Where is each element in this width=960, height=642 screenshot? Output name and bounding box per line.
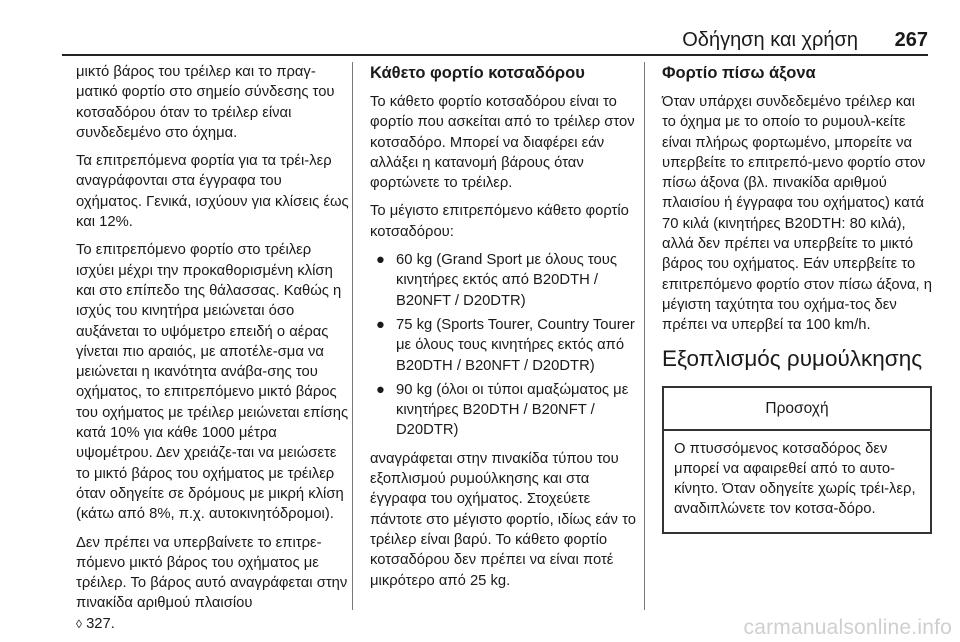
list-item-text: 75 kg (Sports Tourer, Country Tourer με όλους τους κινητήρες εκτός από B20DTH / B20NFT / D20DTR): [396, 316, 635, 374]
paragraph: Όταν υπάρχει συνδεδεμένο τρέιλερ και το όχημα με το οποίο το ρυμουλ‐κείτε είναι πλήρως φορτωμένο, μπορείτε να υπερβείτε το επιτρεπό‐μενο φορτίο στον πίσω άξονα (βλ. πινακίδα αριθμού πλαισίου ή έγγραφα του οχήματος) κατά 70 κιλά (κινητήρες B20DTH: 80 κιλά), αλλά δεν πρέπει να υπερβείτε το μικτό βάρος του οχήματος. Εάν υπερβείτε το επιτρεπόμενο φορτίο στον πίσω άξονα, η μέγιστη ταχύτητα του οχήμα‐τος δεν πρέπει να υπερβεί τα 100 km/h.: [662, 94, 932, 334]
page-header: [62, 0, 928, 56]
paragraph: μικτό βάρος του τρέιλερ και το πραγ‐ματικό φορτίο στο σημείο σύνδεσης του κοτσαδόρου όταν το τρέιλερ είναι συνδεδεμένο στο όχημα.: [76, 64, 335, 141]
list-item-text: 60 kg (Grand Sport με όλους τους κινητήρες εκτός από B20DTH / B20NFT / D20DTR): [396, 252, 617, 309]
caution-box: [662, 386, 932, 534]
page-reference-link[interactable]: 327.: [86, 615, 115, 632]
paragraph-text: Δεν πρέπει να υπερβαίνετε το επιτρε‐πόμενο μικτό βάρος του οχήματος με τρέιλερ. Το βάρος αυτό αναγράφεται στην πινακίδα αριθμού πλαισίου: [76, 534, 348, 612]
section-heading: Φορτίο πίσω άξονα: [662, 64, 816, 82]
chapter-heading: Εξοπλισμός ρυμούλκησης: [662, 345, 923, 371]
reference-arrow-icon: ◊: [76, 616, 82, 631]
caution-title: Προσοχή: [664, 388, 930, 431]
header-title: Οδήγηση και χρήση: [682, 29, 858, 51]
bullet-icon: ●: [376, 252, 385, 269]
list-item: [370, 315, 642, 376]
column-3: [662, 62, 932, 534]
page-number: 267: [894, 29, 928, 51]
paragraph: Τα επιτρεπόμενα φορτία για τα τρέι‐λερ αναγράφονται στα έγγραφα του οχήματος. Γενικά, ισχύουν για κλίσεις έως και 12%.: [76, 153, 349, 231]
watermark: carmanualsonline.info: [743, 616, 952, 639]
paragraph: Το κάθετο φορτίο κοτσαδόρου είναι το φορτίο που ασκείται από το τρέιλερ στον κοτσαδόρο. Μπορεί να διαφέρει εάν αλλάξει η κατανομή βάρους όταν φορτώνετε το τρέιλερ.: [370, 94, 635, 192]
column-1: [76, 62, 350, 642]
section-heading: Κάθετο φορτίο κοτσαδόρου: [370, 64, 585, 82]
bullet-list: [370, 250, 642, 441]
column-divider: [352, 62, 353, 610]
list-item-text: 90 kg (όλοι οι τύποι αμαξώματος με κινητήρες B20DTH / B20NFT / D20DTR): [396, 381, 629, 439]
bullet-icon: ●: [376, 381, 385, 398]
column-2: [370, 62, 642, 599]
paragraph: [76, 533, 350, 634]
bullet-icon: ●: [376, 316, 385, 333]
list-item: [370, 250, 642, 311]
paragraph: αναγράφεται στην πινακίδα τύπου του εξοπλισμού ρυμούλκησης και στα έγγραφα του οχήματος. Στοχεύετε πάντοτε στο μέγιστο φορτίο, ιδίως εάν το τρέιλερ είναι βαρύ. Το κάθετο φορτίο κοτσαδόρου δεν πρέπει να είναι ποτέ μικρότερο από 25 kg.: [370, 450, 636, 589]
paragraph: Το μέγιστο επιτρεπόμενο κάθετο φορτίο κοτσαδόρου:: [370, 203, 629, 240]
paragraph: Το επιτρεπόμενο φορτίο στο τρέιλερ ισχύει μέχρι την προκαθορισμένη κλίση και στο επίπεδο της θάλασσας. Καθώς η ισχύς του κινητήρα μειώνεται όσο αυξάνεται το υψόμετρο επειδή ο αέρας γίνεται πιο αραιός, με αποτέλε‐σμα να μειώνεται η ικανότητα ανάβα‐σης του οχήματος, το επιτρεπόμενο μικτό βάρος του οχήματος με τρέιλερ μειώνεται επίσης κατά 10% για κάθε 1000 μέτρα υψομέτρου. Δεν χρειάζε‐ται να μειώσετε το μικτό βάρος του οχήματος με τρέιλερ όταν οδηγείτε σε δρόμους με μικρή κλίση (κάτω από 8%, π.χ. αυτοκινητόδρομοι).: [76, 242, 349, 523]
caution-text: Ο πτυσσόμενος κοτσαδόρος δεν μπορεί να αφαιρεθεί από το αυτο‐κίνητο. Όταν οδηγείτε χωρίς τρέι‐λερ, αναδιπλώνετε τον κοτσα‐δόρο.: [674, 440, 916, 518]
list-item: [370, 380, 642, 441]
column-divider: [644, 62, 645, 610]
